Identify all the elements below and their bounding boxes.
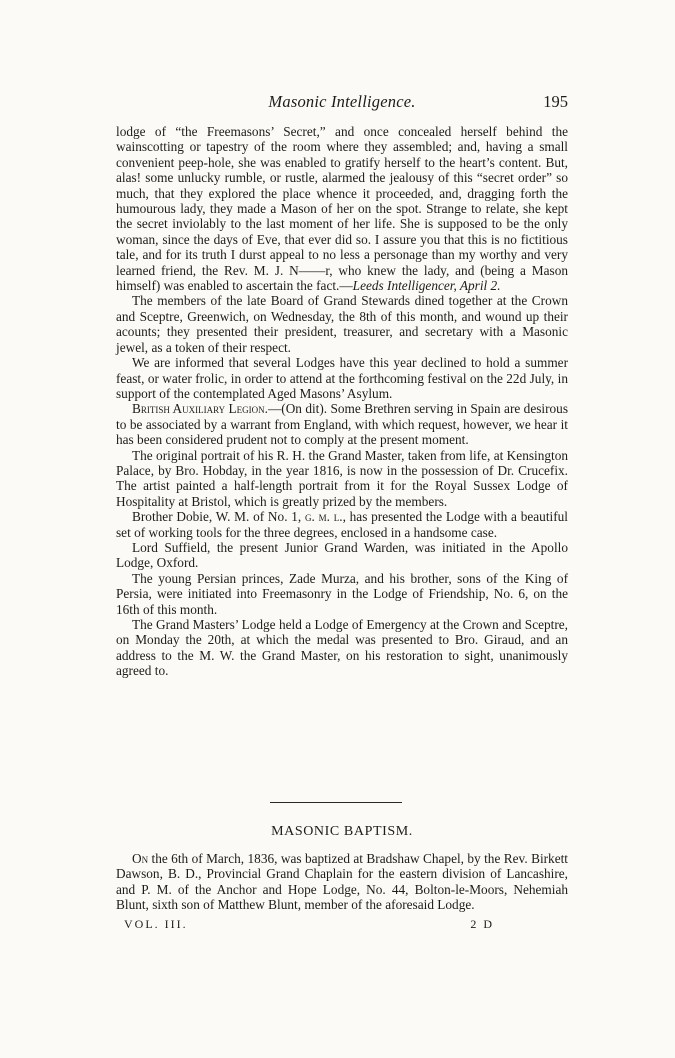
lodge-abbreviation: g. m. l. <box>305 509 343 525</box>
section-divider <box>270 802 402 803</box>
paragraph: The Grand Masters’ Lodge held a Lodge of Emergency at the Crown and Sceptre, on Monday the 20th, at which the medal was presented to Bro. Giraud, and an address to the M. W. the Grand Master, on his restoration to sight, unanimously agreed to. <box>116 617 568 679</box>
volume-label: VOL. III. <box>124 917 188 931</box>
paragraph <box>116 509 568 540</box>
source-citation: Leeds Intelligencer, April 2. <box>352 278 501 294</box>
paragraph: We are informed that several Lodges have this year declined to hold a summer feast, or water frolic, in order to attend at the forthcoming festival on the 22d July, in support of the contemplated Aged Masons’ Asylum. <box>116 355 568 401</box>
paragraph-text: the 6th of March, 1836, was baptized at Bradshaw Chapel, by the Rev. Birkett Dawson, B. D., Provincial Grand Chaplain for the eastern division of Lancashire, and P. M. of the Anchor and Hope Lodge, No. 44, Bolton-le-Moors, Nehemiah Blunt, sixth son of Matthew Blunt, member of the aforesaid Lodge. <box>116 851 568 913</box>
paragraph: The members of the late Board of Grand Stewards dined together at the Crown and Sceptre, Greenwich, on Wednesday, the 8th of this month, and wound up their acounts; they presented their president, treasurer, and secretary with a Masonic jewel, as a token of their respect. <box>116 293 568 355</box>
running-head <box>116 92 568 114</box>
paragraph-text: lodge of “the Freemasons’ Secret,” and once concealed herself behind the wainscotting or tapestry of the room where they assembled; and, having a small convenient peep-hole, she was enabled to gratify herself to the heart’s content. But, alas! some unlucky rumble, or rustle, alarmed the jealousy of this “secret order” so much, that they explored the place whence it proceeded, and, dragging forth the humourous lady, they made a Mason of her on the spot. Strange to relate, she kept the secret inviolably to the last moment of her life. She is supposed to be the only woman, since the days of Eve, that ever did so. I assure you that this is no fictitious tale, and for its truth I durst appeal to no less a personage than my worthy and very learned friend, the Rev. M. J. N——r, who knew the lady, and (being a Mason himself) was enabled to ascertain the fact.— <box>116 124 568 294</box>
paragraph-continued <box>116 124 568 293</box>
paragraph-text: Brother Dobie, W. M. of No. 1, <box>132 509 306 525</box>
paragraph-lead: British Auxiliary Legion. <box>132 401 268 417</box>
section-heading: MASONIC BAPTISM. <box>271 824 413 839</box>
paragraph: The young Persian princes, Zade Murza, and his brother, sons of the King of Persia, were initiated into Freemasonry in the Lodge of Friendship, No. 6, on the 16th of this month. <box>116 570 568 617</box>
page-number: 195 <box>543 92 568 111</box>
paragraph-lead: On <box>132 851 149 866</box>
paragraph: Lord Suffield, the present Junior Grand Warden, was initiated in the Apollo Lodge, Oxford. <box>116 539 568 571</box>
paragraph: The original portrait of his R. H. the Grand Master, taken from life, at Kensington Palace, by Bro. Hobday, in the year 1816, is now in the possession of Dr. Crucefix. The artist painted a half-length portrait from it for the Royal Sussex Lodge of Hospitality at Bristol, which is greatly prized by the members. <box>116 447 568 509</box>
paragraph <box>116 851 568 913</box>
article-body <box>116 124 568 679</box>
paragraph-text: —(On dit). Some Brethren serving in Spain are desirous to be associated by a warrant from England, with which request, however, we hear it has been considered prudent not to comply at the present moment. <box>116 401 568 448</box>
signature-mark: 2 D <box>470 917 494 931</box>
running-title: Masonic Intelligence. <box>268 92 416 111</box>
paragraph <box>116 401 568 447</box>
section-body <box>116 851 568 913</box>
paragraph-text: , has presented the Lodge with a beautiful set of working tools for the three degrees, enclosed in a handsome case. <box>116 509 568 540</box>
page-footer <box>124 917 494 935</box>
